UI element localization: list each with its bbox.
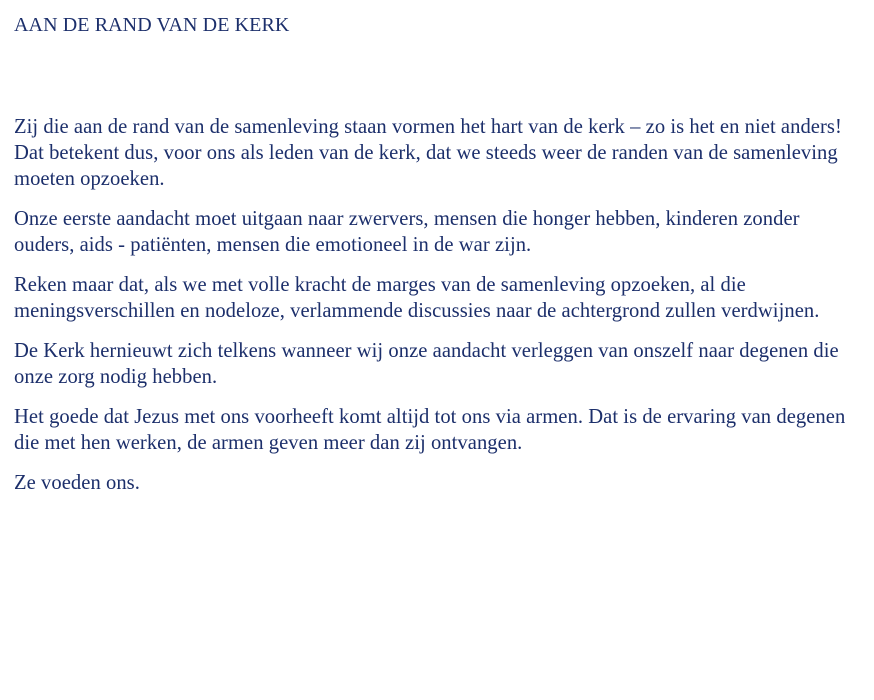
paragraph: Het goede dat Jezus met ons voorheeft komt altijd tot ons via armen. Dat is de ervaring van degenen die met hen werken, de armen geven meer dan zij ontvangen. (14, 406, 846, 454)
document-body (14, 114, 864, 496)
document-page (14, 12, 864, 510)
document-title: AAN DE RAND VAN DE KERK (14, 14, 290, 36)
paragraph: Ze voeden ons. (14, 472, 140, 494)
paragraph: Zij die aan de rand van de samenleving staan vormen het hart van de kerk – zo is het en niet anders! Dat betekent dus, voor ons als leden van de kerk, dat we steeds weer de randen van de samenleving moeten opzoeken. (14, 116, 842, 190)
paragraph: Reken maar dat, als we met volle kracht de marges van de samenleving opzoeken, al die meningsverschillen en nodeloze, verlammende discussies naar de achtergrond zullen verdwijnen. (14, 274, 820, 322)
paragraph: Onze eerste aandacht moet uitgaan naar zwervers, mensen die honger hebben, kinderen zonder ouders, aids - patiënten, mensen die emotioneel in de war zijn. (14, 208, 800, 256)
paragraph: De Kerk hernieuwt zich telkens wanneer wij onze aandacht verleggen van onszelf naar degenen die onze zorg nodig hebben. (14, 340, 839, 388)
